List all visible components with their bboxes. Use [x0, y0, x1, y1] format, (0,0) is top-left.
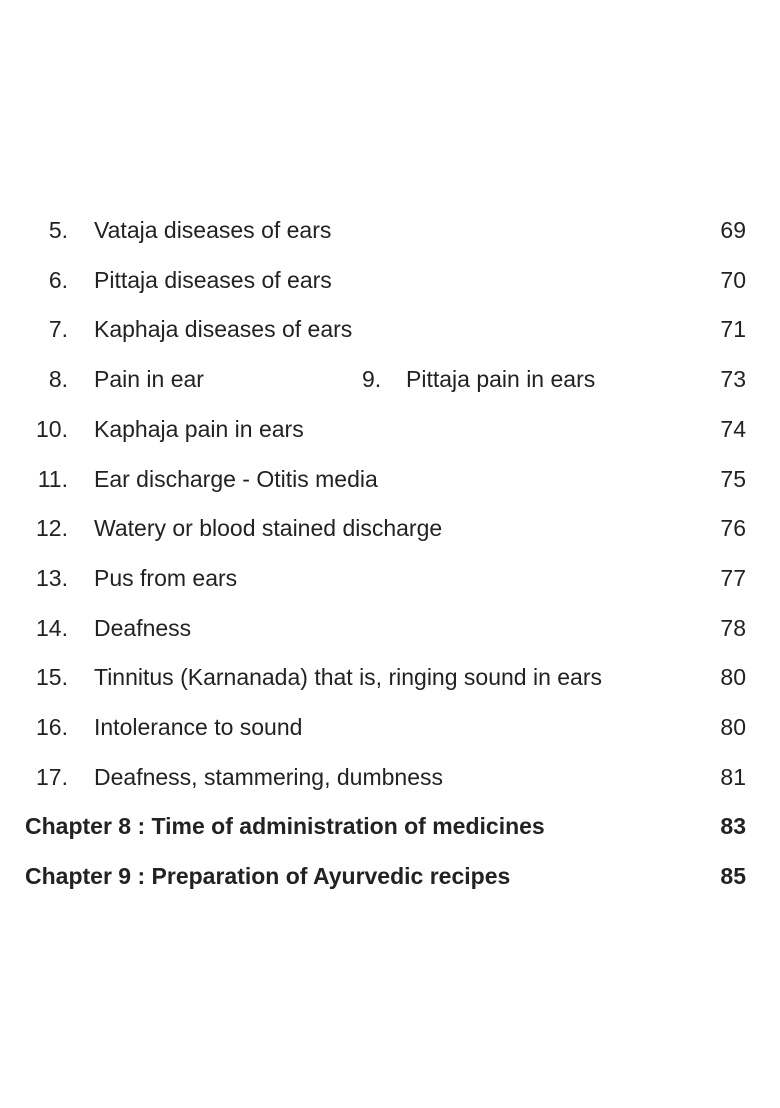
entry-title: Pus from ears	[94, 564, 238, 591]
entry-title: Pittaja diseases of ears	[94, 266, 332, 293]
entry-number: 13.	[36, 564, 68, 591]
entry-number: 9.	[362, 366, 382, 393]
entry-number: 17.	[36, 763, 68, 790]
entry-page-number: 75	[720, 465, 746, 492]
entry-page-number: 71	[720, 316, 746, 343]
entry-title: Deafness	[94, 614, 192, 641]
entry-page-number: 81	[720, 763, 746, 790]
entry-title: Watery or blood stained discharge	[94, 515, 443, 542]
chapter-title: Chapter 8 : Time of administration of medicines	[25, 813, 545, 840]
toc-entry	[0, 464, 780, 494]
entry-number: 7.	[48, 316, 68, 343]
entry-number: 11.	[37, 465, 68, 492]
entry-title: Ear discharge - Otitis media	[94, 465, 378, 492]
chapter-entry	[0, 811, 780, 841]
toc-entry	[0, 364, 780, 394]
entry-number: 6.	[48, 266, 68, 293]
entry-page-number: 73	[720, 366, 746, 393]
toc-entry	[0, 613, 780, 643]
entry-title: Deafness, stammering, dumbness	[94, 763, 443, 790]
toc-entry	[0, 762, 780, 792]
chapter-entry	[0, 861, 780, 891]
chapter-page-number: 85	[720, 863, 746, 890]
entry-title: Tinnitus (Karnanada) that is, ringing sound in ears	[94, 664, 602, 691]
entry-number: 14.	[36, 614, 68, 641]
entry-page-number: 69	[720, 217, 746, 243]
toc-entry	[0, 712, 780, 742]
toc-entry	[0, 314, 780, 344]
toc-entry	[0, 662, 780, 692]
chapter-page-number: 83	[720, 813, 746, 840]
entry-page-number: 80	[720, 664, 746, 691]
entry-page-number: 80	[720, 714, 746, 740]
entry-page-number: 77	[720, 564, 746, 591]
entry-number: 15.	[36, 664, 68, 691]
entry-title: Pittaja pain in ears	[406, 366, 596, 393]
toc-entry	[0, 265, 780, 295]
entry-number: 10.	[36, 415, 68, 442]
toc-entry	[0, 563, 780, 593]
toc-entry	[0, 513, 780, 543]
entry-title: Pain in ear	[94, 366, 204, 393]
entry-page-number: 76	[720, 515, 746, 542]
toc-entry	[0, 215, 780, 245]
entry-title: Kaphaja pain in ears	[94, 415, 304, 442]
entry-title: Vataja diseases of ears	[94, 217, 332, 243]
entry-number: 16.	[36, 714, 68, 740]
chapter-title: Chapter 9 : Preparation of Ayurvedic recipes	[25, 863, 511, 890]
entry-page-number: 70	[720, 266, 746, 293]
entry-title: Kaphaja diseases of ears	[94, 316, 353, 343]
entry-page-number: 74	[720, 415, 746, 442]
entry-number: 5.	[48, 217, 68, 243]
entry-title: Intolerance to sound	[94, 714, 303, 740]
toc-entry	[0, 414, 780, 444]
entry-number: 12.	[36, 515, 68, 542]
entry-number: 8.	[48, 366, 68, 393]
entry-page-number: 78	[720, 614, 746, 641]
